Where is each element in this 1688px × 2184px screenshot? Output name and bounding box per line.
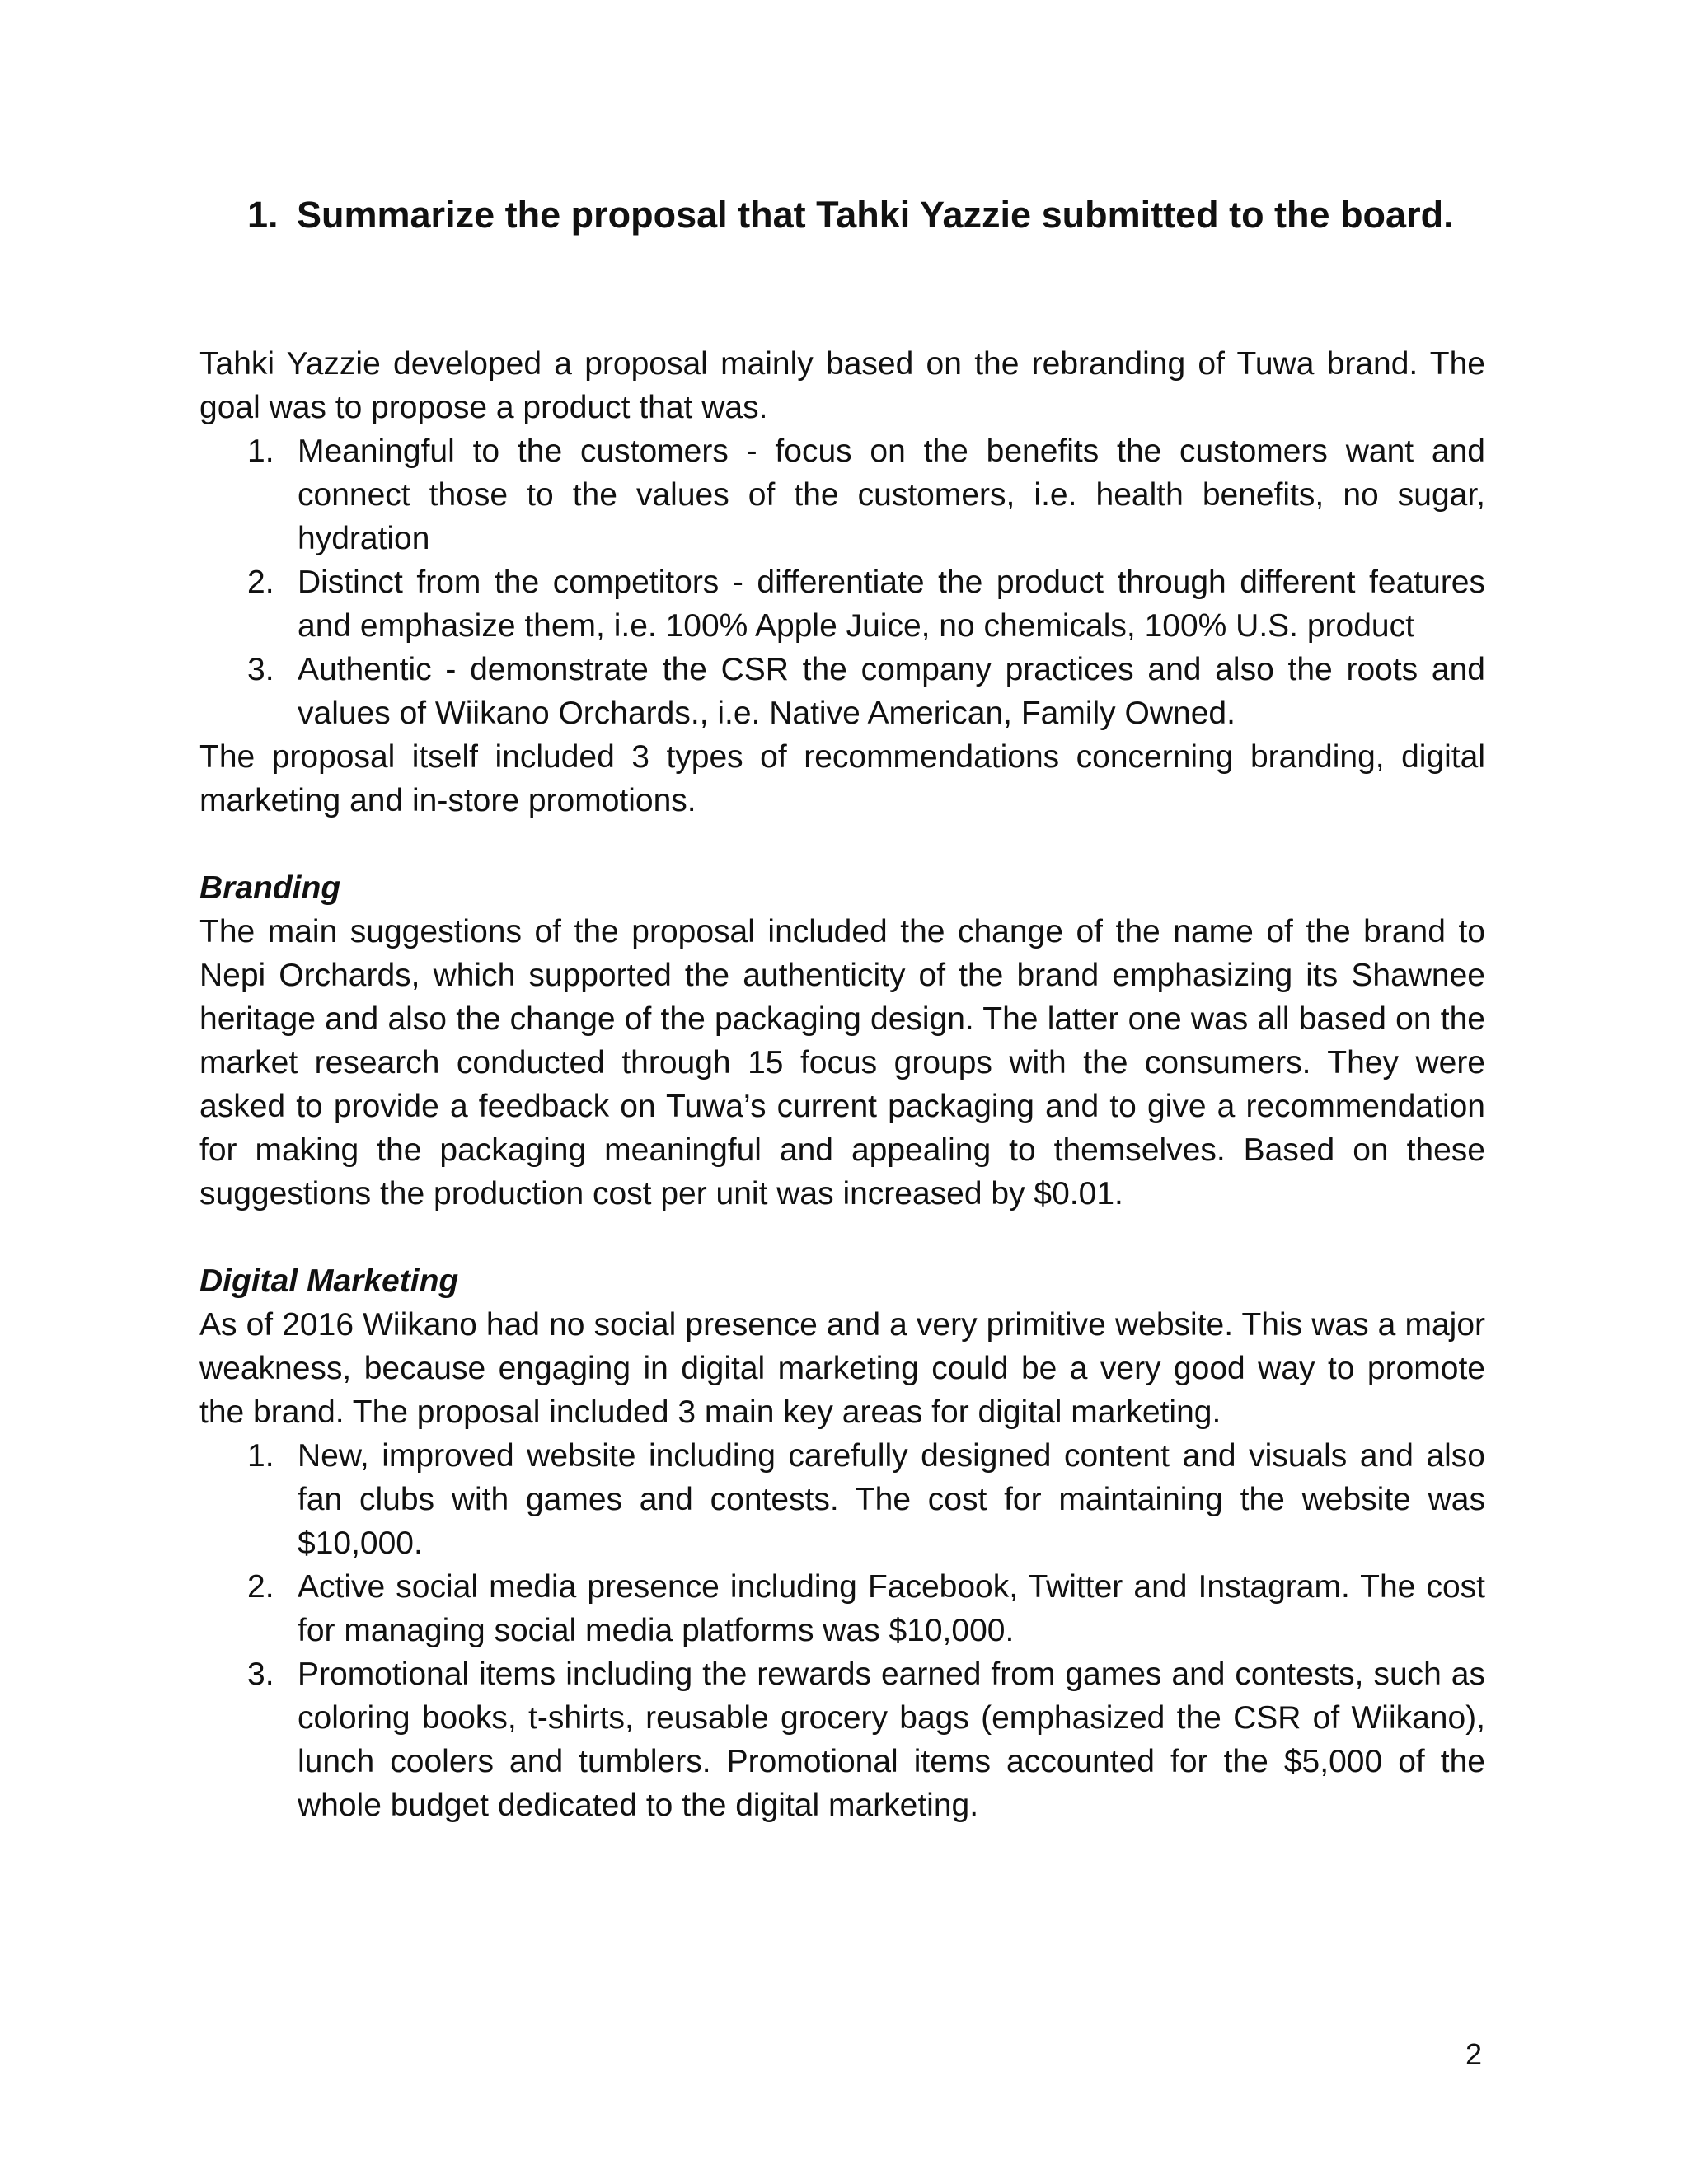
- list-marker: 1.: [247, 434, 274, 469]
- digital-marketing-paragraph: As of 2016 Wiikano had no social presence and a very primitive website. This was a major weakness, because engaging in digital marketing could be a very good way to promote the brand. The proposal included 3 main key areas for digital marketing.: [199, 1307, 1485, 1430]
- list-item: [199, 1652, 1485, 1827]
- list-item-text: Authentic - demonstrate the CSR the company practices and also the roots and values of Wiikano Orchards., i.e. Native American, Family Owned.: [298, 652, 1485, 731]
- list-marker: 1.: [247, 1438, 274, 1474]
- list-item: [199, 560, 1485, 648]
- list-item-text: Active social media presence including Facebook, Twitter and Instagram. The cost for managing social media platforms was $10,000.: [298, 1569, 1485, 1648]
- list-marker: 2.: [247, 565, 274, 600]
- spacer: [199, 1216, 1485, 1259]
- list-marker: 3.: [247, 652, 274, 687]
- branding-heading: Branding: [199, 870, 341, 906]
- list-item: [199, 648, 1485, 735]
- intro-paragraph: Tahki Yazzie developed a proposal mainly based on the rebranding of Tuwa brand. The goal was to propose a product that was.: [199, 346, 1485, 425]
- question-number: 1.: [247, 194, 279, 236]
- list-item-text: Promotional items including the rewards earned from games and contests, such as coloring books, t-shirts, reusable grocery bags (emphasized the CSR of Wiikano), lunch coolers and tumblers. Promotional items accounted for the $5,000 of the whole budget dedicated to the digital marketing.: [298, 1657, 1485, 1823]
- list-item: [199, 1565, 1485, 1652]
- list-item-text: New, improved website including carefully designed content and visuals and also fan clubs with games and contests. The cost for maintaining the website was $10,000.: [298, 1438, 1485, 1561]
- list-item-text: Meaningful to the customers - focus on the benefits the customers want and connect those to the values of the customers, i.e. health benefits, no sugar, hydration: [298, 434, 1485, 556]
- document-body: [199, 342, 1485, 1827]
- list-item: [199, 429, 1485, 560]
- branding-paragraph: The main suggestions of the proposal included the change of the name of the brand to Nepi Orchards, which supported the authenticity of the brand emphasizing its Shawnee heritage and also the change of the packaging design. The latter one was all based on the market research conducted through 15 focus groups with the consumers. They were asked to provide a feedback on Tuwa’s current packaging and to give a recommendation for making the packaging meaningful and appealing to themselves. Based on these suggestions the production cost per unit was increased by $0.01.: [199, 914, 1485, 1212]
- spacer: [199, 823, 1485, 866]
- page-number: 2: [1465, 2037, 1482, 2071]
- digital-marketing-list: [199, 1434, 1485, 1827]
- intro-list: [199, 429, 1485, 735]
- question-text: Summarize the proposal that Tahki Yazzie submitted to the board.: [297, 194, 1454, 236]
- list-item: [199, 1434, 1485, 1565]
- list-item-text: Distinct from the competitors - differentiate the product through different features and emphasize them, i.e. 100% Apple Juice, no chemicals, 100% U.S. product: [298, 565, 1485, 644]
- list-marker: 2.: [247, 1569, 274, 1605]
- digital-marketing-heading: Digital Marketing: [199, 1263, 459, 1299]
- list-marker: 3.: [247, 1657, 274, 1692]
- intro-closing-paragraph: The proposal itself included 3 types of recommendations concerning branding, digital marketing and in-store promotions.: [199, 739, 1485, 818]
